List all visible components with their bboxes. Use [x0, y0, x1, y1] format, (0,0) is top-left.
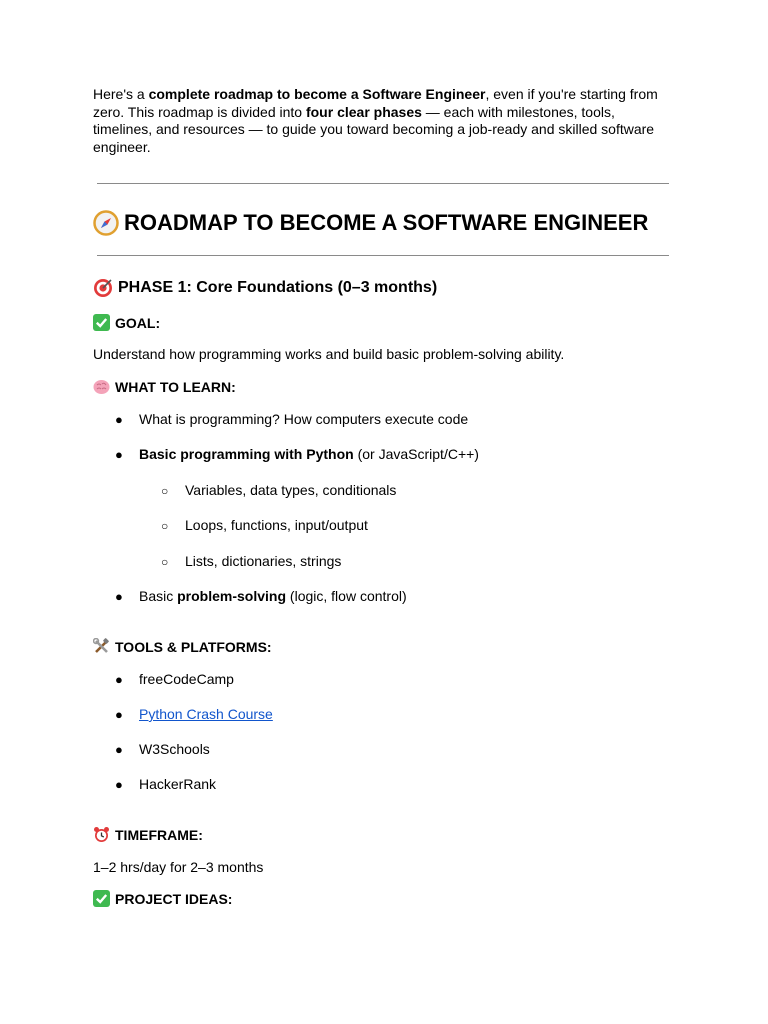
tool-hackerrank: HackerRank — [139, 776, 217, 792]
sub-list-item — [161, 553, 341, 569]
sub-list-item — [161, 482, 396, 498]
compass-icon — [93, 210, 119, 236]
learn-sub-3: Lists, dictionaries, strings — [185, 553, 342, 569]
bullet-icon: ● — [115, 742, 123, 757]
horizontal-rule-1 — [97, 183, 669, 184]
brain-icon — [93, 378, 110, 395]
bullet-icon: ● — [115, 589, 123, 604]
learn-item-3-rest: (logic, flow control) — [286, 588, 407, 604]
goal-label: GOAL: — [115, 314, 161, 331]
intro-text-1: Here's a — [93, 86, 149, 102]
learn-item-1: What is programming? How computers execute code — [139, 411, 469, 427]
learn-item-2-bold: Basic programming with Python — [139, 446, 354, 462]
learn-sub-2: Loops, functions, input/output — [185, 517, 368, 533]
timeframe-label: TIMEFRAME: — [115, 826, 203, 843]
list-item — [115, 671, 234, 687]
learn-label: WHAT TO LEARN: — [115, 378, 236, 395]
horizontal-rule-2 — [97, 255, 669, 256]
tool-w3schools: W3Schools — [139, 741, 210, 757]
learn-item-2-rest: (or JavaScript/C++) — [353, 446, 479, 462]
list-item — [115, 411, 468, 427]
hollow-bullet-icon: ○ — [161, 484, 169, 498]
python-crash-course-link[interactable]: Python Crash Course — [139, 706, 273, 722]
intro-text-3: — each with milestones, tools, timelines, and resources — to guide you toward becoming a job-ready and skilled software engineer. — [93, 103, 655, 155]
phase1-heading-text: PHASE 1: Core Foundations (0–3 months) — [118, 279, 438, 296]
intro-bold-2: four clear phases — [305, 103, 422, 120]
target-icon — [93, 278, 113, 298]
learn-item-3-bold: problem-solving — [177, 588, 287, 604]
hollow-bullet-icon: ○ — [161, 519, 169, 533]
tools-label: TOOLS & PLATFORMS: — [115, 638, 272, 655]
list-item — [115, 741, 210, 757]
page-title-text: ROADMAP TO BECOME A SOFTWARE ENGINEER — [124, 210, 649, 235]
list-item — [115, 706, 273, 722]
bullet-icon: ● — [115, 777, 123, 792]
hollow-bullet-icon: ○ — [161, 555, 169, 569]
learn-item-3-pre: Basic — [139, 588, 178, 604]
goal-text: Understand how programming works and build basic problem-solving ability. — [93, 346, 565, 362]
learn-sub-1: Variables, data types, conditionals — [185, 482, 397, 498]
bullet-icon: ● — [115, 707, 123, 722]
list-item — [115, 776, 216, 792]
intro-text-2: , even if you're starting from zero. This roadmap is divided into — [93, 86, 658, 120]
tools-icon — [93, 638, 110, 655]
learn-heading — [93, 378, 236, 395]
check-mark-icon — [93, 314, 110, 331]
list-item — [115, 446, 479, 462]
bullet-icon: ● — [115, 672, 123, 687]
tool-freecodecamp: freeCodeCamp — [139, 671, 234, 687]
intro-paragraph — [93, 86, 673, 156]
alarm-clock-icon — [93, 826, 110, 843]
check-mark-icon — [93, 890, 110, 907]
phase1-heading — [93, 278, 437, 298]
timeframe-text: 1–2 hrs/day for 2–3 months — [93, 859, 264, 875]
page-title — [93, 210, 648, 236]
projects-label: PROJECT IDEAS: — [115, 890, 233, 907]
tools-heading — [93, 638, 272, 655]
goal-heading — [93, 314, 160, 331]
sub-list-item — [161, 517, 368, 533]
projects-heading — [93, 890, 232, 907]
intro-bold-1: complete roadmap to become a Software Engineer — [148, 86, 486, 102]
timeframe-heading — [93, 826, 203, 843]
bullet-icon: ● — [115, 447, 123, 462]
bullet-icon: ● — [115, 412, 123, 427]
list-item — [115, 588, 407, 604]
